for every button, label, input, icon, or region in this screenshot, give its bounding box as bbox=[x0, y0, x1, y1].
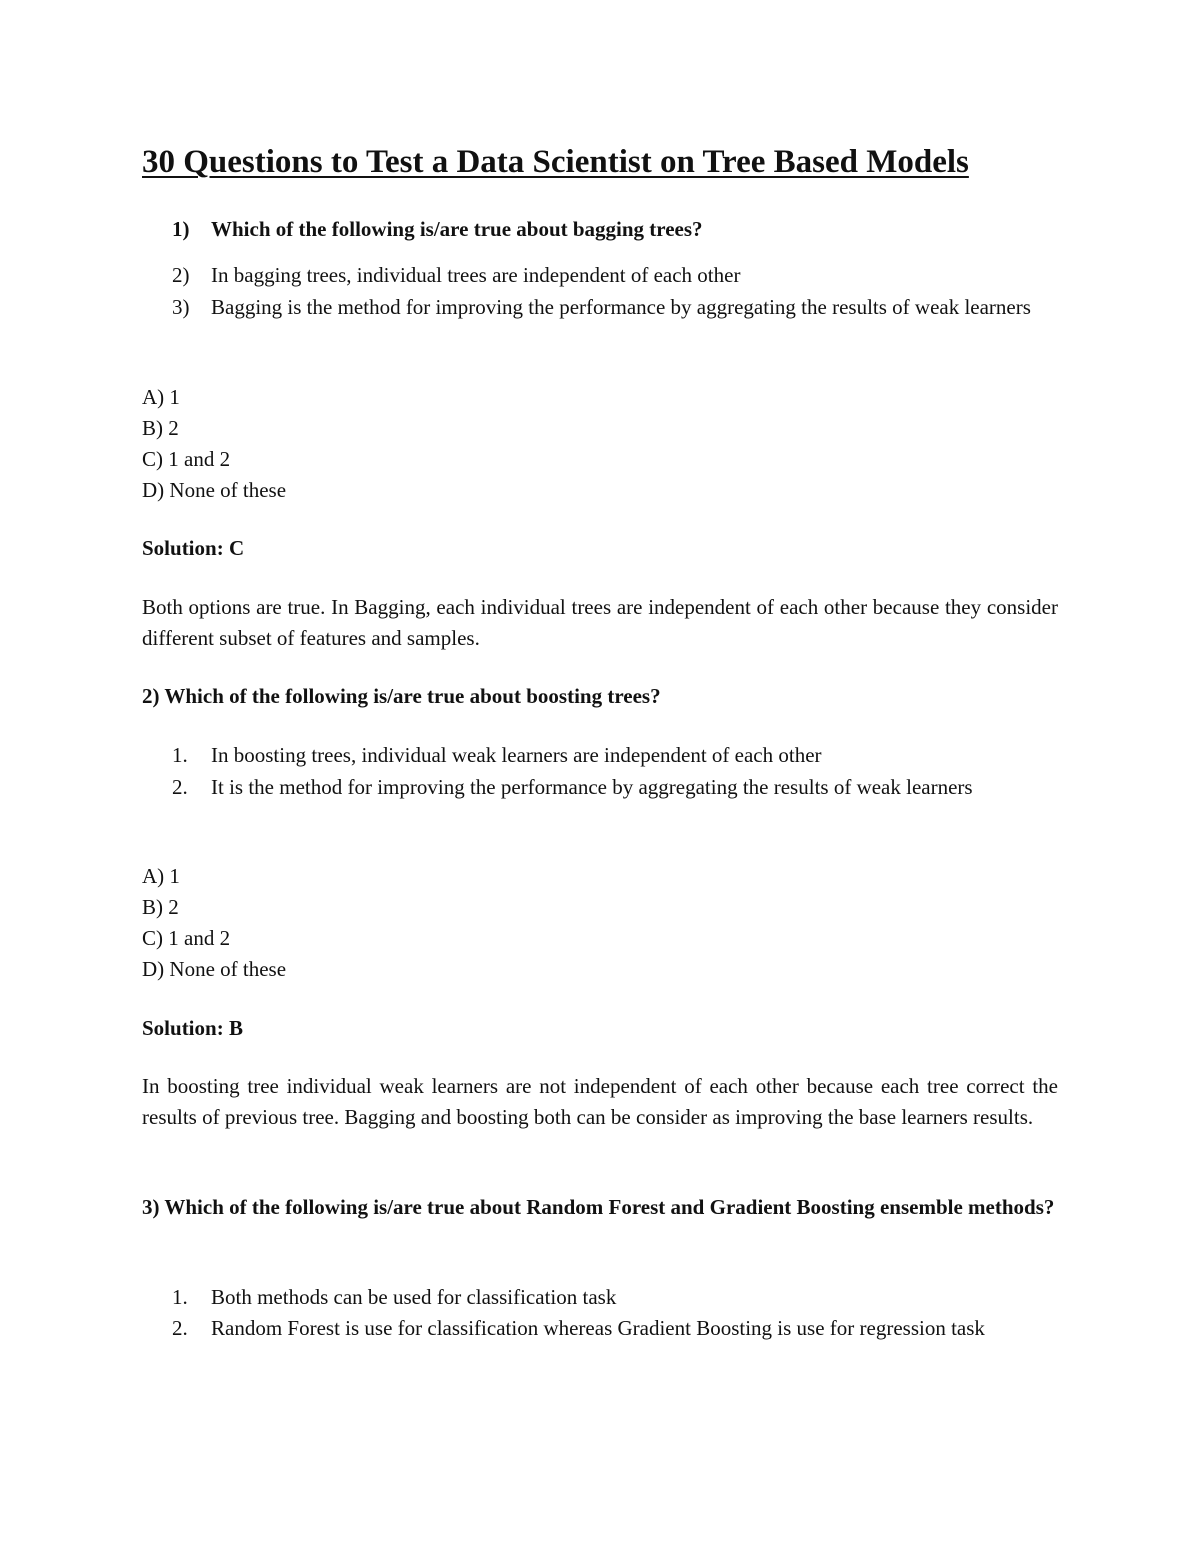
q2-question: 2) Which of the following is/are true about boosting trees? bbox=[142, 684, 661, 708]
q2-statement-1 bbox=[172, 740, 1058, 771]
q3-statement-2 bbox=[172, 1313, 1058, 1344]
q1-explanation: Both options are true. In Bagging, each individual trees are independent of each other because they consider different subset of features and samples. bbox=[142, 595, 1058, 650]
statement-text: Both methods can be used for classification task bbox=[211, 1285, 617, 1309]
q1-option-d: D) None of these bbox=[142, 478, 287, 502]
q1-option-a: A) 1 bbox=[142, 385, 180, 409]
statement-text: It is the method for improving the performance by aggregating the results of weak learners bbox=[211, 775, 973, 799]
q2-option-c: C) 1 and 2 bbox=[142, 926, 231, 950]
statement-number: 3) bbox=[172, 295, 190, 319]
document-title: 30 Questions to Test a Data Scientist on Tree Based Models bbox=[142, 144, 969, 180]
q1-option-c: C) 1 and 2 bbox=[142, 447, 231, 471]
q2-statement-2 bbox=[172, 772, 1058, 803]
q2-option-d: D) None of these bbox=[142, 957, 287, 981]
statement-number: 2) bbox=[172, 263, 190, 287]
statement-number: 1. bbox=[172, 743, 188, 767]
statement-number: 1. bbox=[172, 1285, 188, 1309]
q2-option-b: B) 2 bbox=[142, 895, 179, 919]
q3-question: 3) Which of the following is/are true about Random Forest and Gradient Boosting ensemble methods? bbox=[142, 1195, 1055, 1219]
statement-number: 2. bbox=[172, 1316, 188, 1340]
q2-explanation: In boosting tree individual weak learners are not independent of each other because each tree correct the results of previous tree. Bagging and boosting both can be consider as improving the base learners results. bbox=[142, 1074, 1058, 1129]
statement-text: Bagging is the method for improving the performance by aggregating the results of weak learners bbox=[211, 295, 1031, 319]
q1-option-b: B) 2 bbox=[142, 416, 179, 440]
q3-statement-1 bbox=[172, 1282, 1058, 1313]
q2-option-a: A) 1 bbox=[142, 864, 180, 888]
statement-text: In bagging trees, individual trees are independent of each other bbox=[211, 263, 741, 287]
q1-solution: Solution: C bbox=[142, 536, 245, 560]
statement-text: In boosting trees, individual weak learners are independent of each other bbox=[211, 743, 822, 767]
statement-text: Which of the following is/are true about bagging trees? bbox=[211, 217, 703, 241]
q1-statement-3 bbox=[172, 292, 1058, 323]
statement-number: 1) bbox=[172, 217, 190, 241]
statement-number: 2. bbox=[172, 775, 188, 799]
q1-statement-1 bbox=[172, 214, 1058, 245]
q1-statement-2 bbox=[172, 260, 1058, 291]
q2-solution: Solution: B bbox=[142, 1016, 243, 1040]
statement-text: Random Forest is use for classification whereas Gradient Boosting is use for regression task bbox=[211, 1316, 985, 1340]
